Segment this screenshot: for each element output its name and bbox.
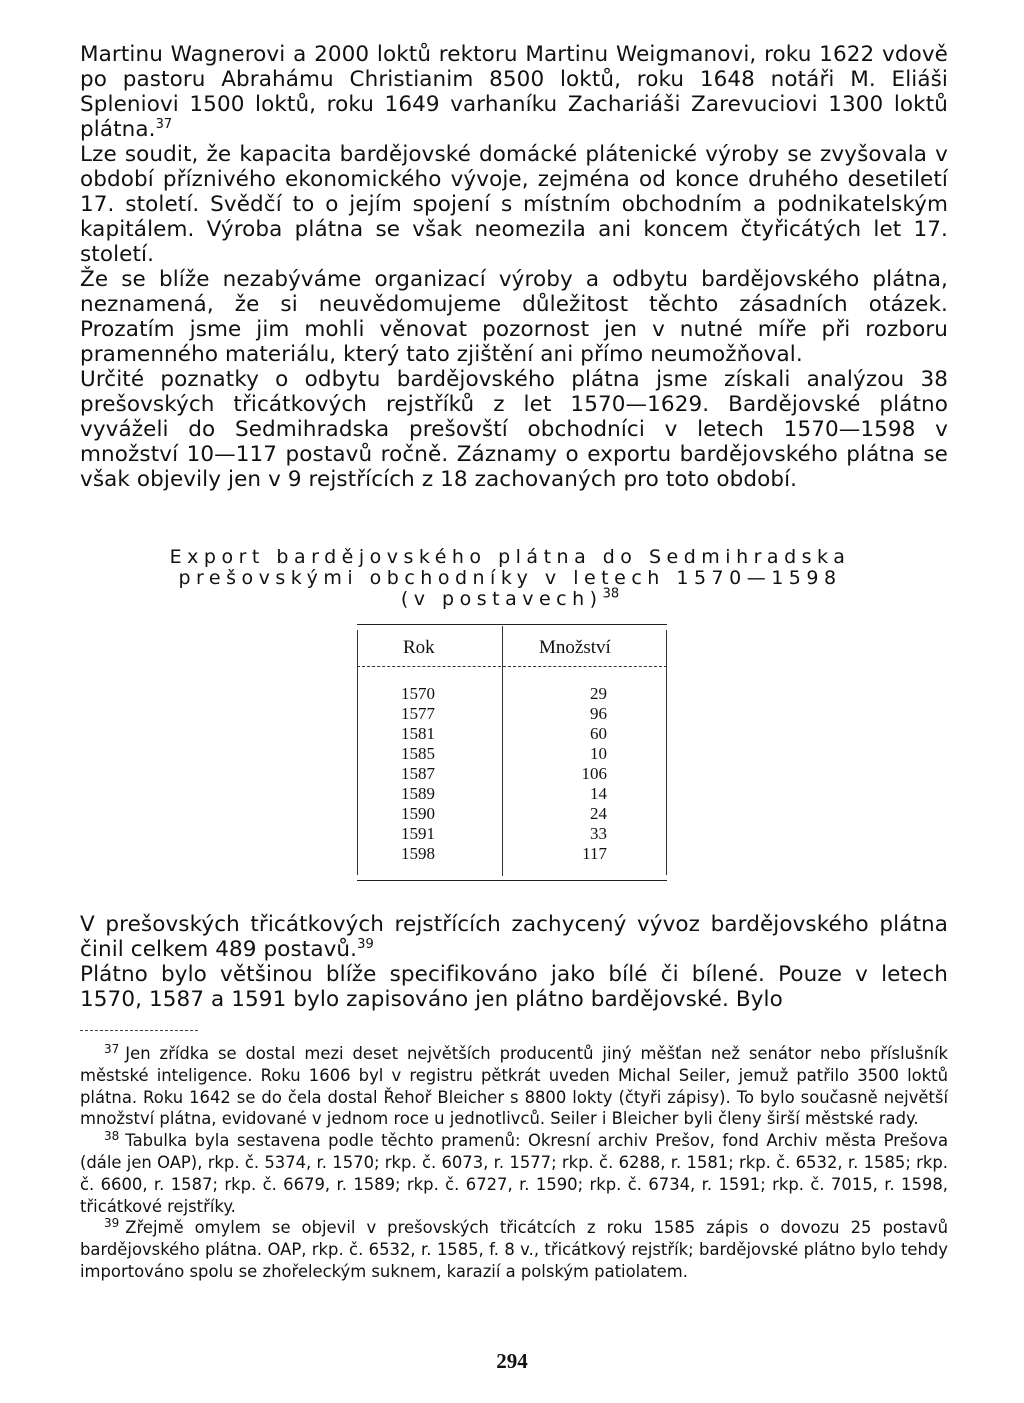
- table-title-line: Export bardějovského plátna do Sedmihradska: [169, 546, 851, 568]
- paragraph: Že se blíže nezabýváme organizací výroby a odbytu bardějovského plátna, neznamená, že si neuvědomujeme důležitost těchto zásadních otázek. Prozatím jsme jim mohli věnovat pozornost jen v nutné míře při rozboru pramenného materiálu, který tato zjištění ani přímo neumožňoval.: [80, 267, 948, 367]
- footnote-ref[interactable]: 39: [357, 936, 374, 952]
- table-cell-year: 1590: [401, 804, 435, 823]
- paragraph: Martinu Wagnerovi a 2000 loktů rektoru Martinu Weigmanovi, roku 1622 vdově po pastoru Abrahámu Christianim 8500 loktů, roku 1648 notáři M. Eliáši Spleniovi 1500 loktů, roku 1649 varhaníku Zachariáši Zarevuciovi 1300 loktů plátna.$^{37}$: [80, 42, 948, 142]
- table-cell-amount: 14: [590, 784, 607, 803]
- footnote: 38 Tabulka byla sestavena podle těchto pramenů: Okresní archiv Prešov, fond Archiv města Prešova (dále jen OAP), rkp. č. 5374, r. 1570; rkp. č. 6073, r. 1577; rkp. č. 6288, r. 1581; rkp. č. 6532, r. 1585; rkp. č. 6600, r. 1587; rkp. č. 6679, r. 1589; rkp. č. 6727, r. 1590; rkp. č. 6734, r. 1591; rkp. č. 7015, r. 1598, třicátkové rejstříky.: [80, 1128, 948, 1216]
- table-cell-year: 1581: [401, 724, 435, 743]
- export-table: [357, 624, 667, 882]
- paragraph: V prešovských třicátkových rejstřících zachycený vývoz bardějovského plátna činil celkem 489 postavů.$^{39}$: [80, 912, 948, 962]
- table-cell-amount: 117: [582, 844, 607, 863]
- table-rule-middle: [502, 626, 503, 876]
- table-cell-amount: 10: [590, 744, 607, 763]
- column-amount: [557, 684, 607, 864]
- paragraph: Určité poznatky o odbytu bardějovského plátna jsme získali analýzou 38 prešovských třicátkových rejstříků z let 1570—1629. Bardějovské plátno vyváželi do Sedmihradska prešovští obchodníci v letech 1570—1598 v množství 10—117 postavů ročně. Záznamy o exportu bardějovského plátna se však objevily jen v 9 rejstřících z 18 zachovaných pro toto období.: [80, 367, 948, 492]
- table-rule-left: [357, 630, 358, 875]
- table-cell-amount: 106: [581, 764, 607, 783]
- table-cell-amount: 29: [590, 684, 607, 703]
- table-cell-year: 1587: [401, 764, 435, 783]
- table-title-line: prešovskými obchodníky v letech 1570—1598: [178, 567, 842, 589]
- table-cell-amount: 33: [590, 824, 607, 843]
- table-cell-year: 1589: [401, 784, 435, 803]
- table-cell-year: 1591: [401, 824, 435, 843]
- footnote: 37 Jen zřídka se dostal mezi deset největších producentů jiný měšťan než senátor nebo příslušník městské inteligence. Roku 1606 byl v registru pětkrát uveden Michal Seiler, jemuž patřilo 3500 loktů plátna. Roku 1642 se do čela dostal Řehoř Bleicher s 8800 lokty (čtyři zápisy). To bylo současně největší množství plátna, evidované v jednom roce u jednotlivců. Seiler i Bleicher byli členy širší městské rady.: [80, 1041, 948, 1129]
- column-header-amount: Množství: [539, 637, 611, 658]
- footnote-ref[interactable]: 37: [155, 116, 173, 132]
- table-title-line: (v postavech)$^{38}$: [400, 586, 620, 610]
- table-cell-year: 1570: [401, 684, 435, 703]
- footnotes: [80, 1043, 948, 1283]
- footnote-ref[interactable]: 38: [602, 586, 620, 602]
- footnote-separator: [80, 1030, 198, 1031]
- table-rule-bottom: [357, 880, 667, 881]
- page-number: 294: [496, 1349, 528, 1373]
- table-title: [100, 547, 920, 610]
- body-text-upper: [80, 42, 948, 492]
- table-cell-year: 1577: [401, 704, 435, 723]
- table-cell-amount: 96: [590, 704, 607, 723]
- table-cell-year: 1598: [401, 844, 435, 863]
- table-cell-amount: 60: [590, 724, 607, 743]
- paragraph: Lze soudit, že kapacita bardějovské domácké plátenické výroby se zvyšovala v období příznivého ekonomického vývoje, zejména od konce druhého desetiletí 17. století. Svědčí to o jejím spojení s místním obchodním a podnikatelským kapitálem. Výroba plátna se však neomezila ani koncem čtyřicátých let 17. století.: [80, 142, 948, 267]
- body-text-lower: [80, 912, 948, 1012]
- footnote: 39 Zřejmě omylem se objevil v prešovských třicátcích z roku 1585 zápis o dovozu 25 postavů bardějovského plátna. OAP, rkp. č. 6532, r. 1585, f. 8 v., třicátkový rejstřík; bardějovské plátno bylo tehdy importováno spolu se zhořeleckým suknem, karazií a polským patiolatem.: [80, 1215, 948, 1281]
- paragraph: Plátno bylo většinou blíže specifikováno jako bílé či bílené. Pouze v letech 1570, 1587 a 1591 bylo zapisováno jen plátno bardějovské. Bylo: [80, 962, 948, 1012]
- table-rule-top: [357, 624, 667, 625]
- table-cell-amount: 24: [590, 804, 607, 823]
- table-rule-header: [357, 666, 667, 667]
- table-cell-year: 1585: [401, 744, 435, 763]
- column-year: [401, 684, 461, 864]
- table-rule-right: [666, 630, 667, 875]
- column-header-year: Rok: [403, 637, 435, 658]
